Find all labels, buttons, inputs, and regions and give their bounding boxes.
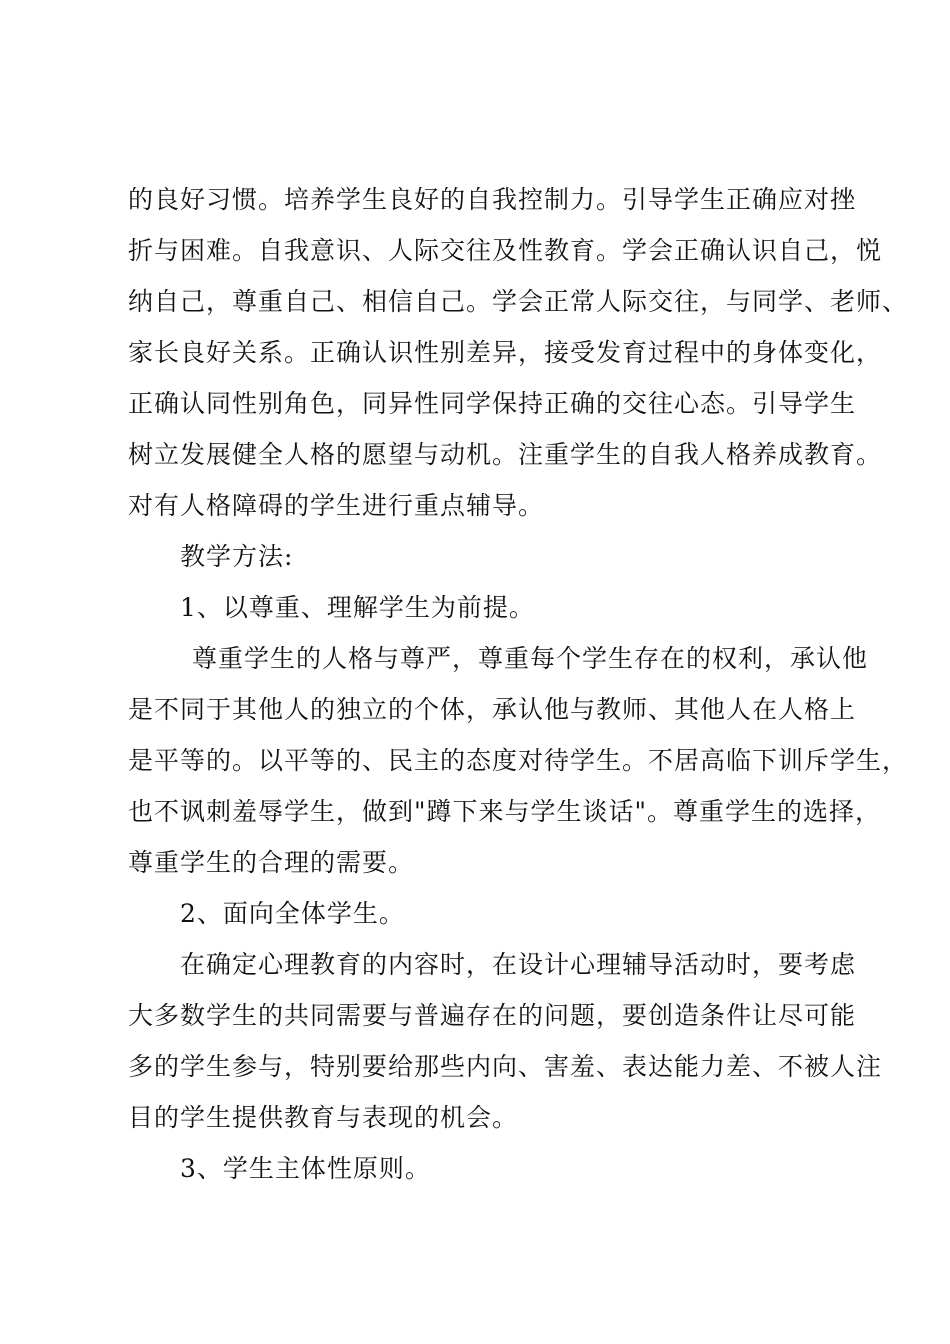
document-body <box>128 174 909 1194</box>
paragraph-line: 多的学生参与，特别要给那些内向、害羞、表达能力差、不被人注 <box>128 1052 883 1081</box>
paragraph-line: 家长良好关系。正确认识性别差异，接受发育过程中的身体变化， <box>128 338 883 367</box>
paragraph-line: 纳自己，尊重自己、相信自己。学会正常人际交往，与同学、老师、 <box>128 287 909 316</box>
list-item-heading-1: 1、以尊重、理解学生为前提。 <box>180 593 535 622</box>
paragraph-line: 目的学生提供教育与表现的机会。 <box>128 1103 519 1132</box>
paragraph-line: 是不同于其他人的独立的个体，承认他与教师、其他人在人格上 <box>128 695 857 724</box>
paragraph-line: 是平等的。以平等的、民主的态度对待学生。不居高临下训斥学生， <box>128 746 909 775</box>
list-item-heading-3: 3、学生主体性原则。 <box>180 1154 431 1183</box>
paragraph-line: 的良好习惯。培养学生良好的自我控制力。引导学生正确应对挫 <box>128 185 857 214</box>
paragraph-line: 尊重学生的人格与尊严，尊重每个学生存在的权利，承认他 <box>192 644 869 673</box>
paragraph-line: 正确认同性别角色，同异性同学保持正确的交往心态。引导学生 <box>128 389 857 418</box>
list-item-heading-2: 2、面向全体学生。 <box>180 899 405 928</box>
paragraph-line: 尊重学生的合理的需要。 <box>128 848 415 877</box>
paragraph-line: 也不讽刺羞辱学生，做到"蹲下来与学生谈话"。尊重学生的选择， <box>128 797 882 826</box>
paragraph-line: 对有人格障碍的学生进行重点辅导。 <box>128 491 545 520</box>
paragraph-line: 折与困难。自我意识、人际交往及性教育。学会正确认识自己，悦 <box>128 236 883 265</box>
paragraph-line: 大多数学生的共同需要与普遍存在的问题，要创造条件让尽可能 <box>128 1001 857 1030</box>
section-heading-teaching-method: 教学方法: <box>180 542 294 571</box>
paragraph-line: 树立发展健全人格的愿望与动机。注重学生的自我人格养成教育。 <box>128 440 883 469</box>
paragraph-line: 在确定心理教育的内容时，在设计心理辅导活动时，要考虑 <box>180 950 857 979</box>
